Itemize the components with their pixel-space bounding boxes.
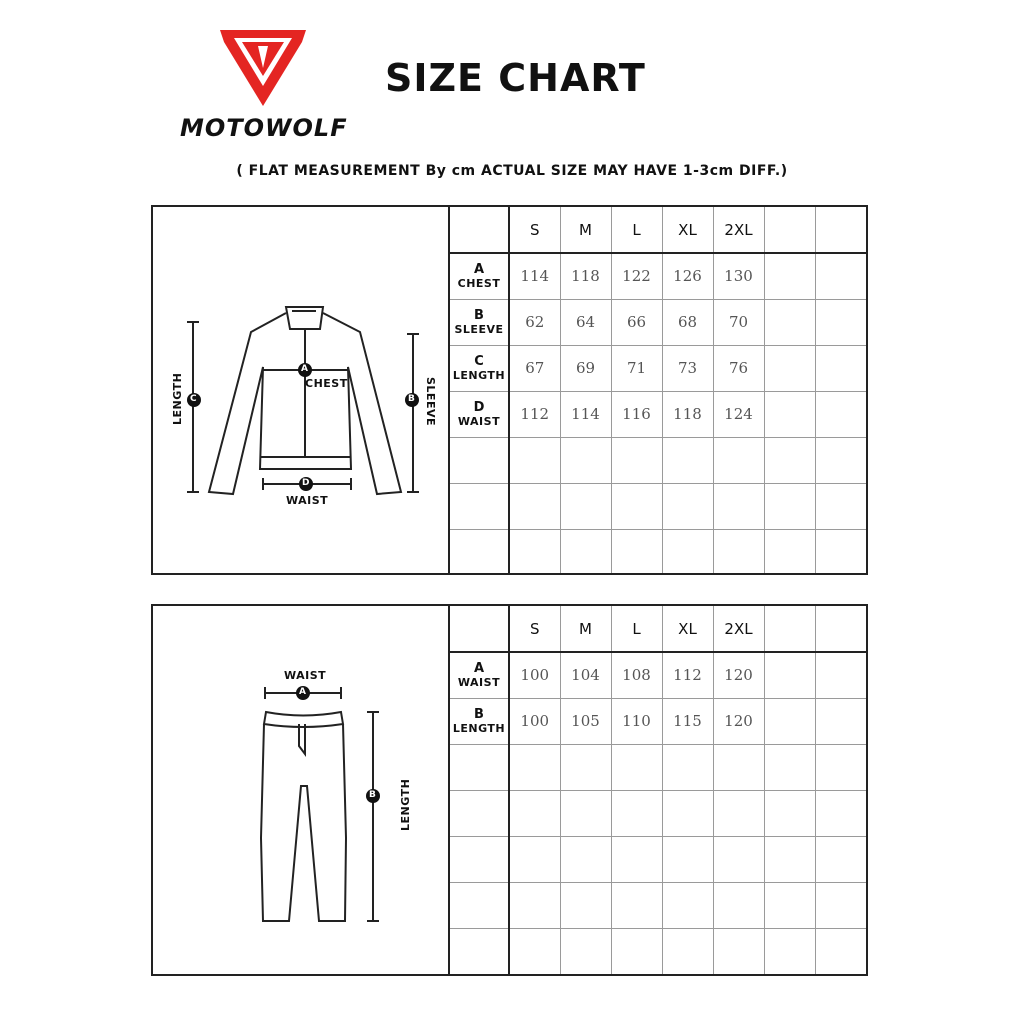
value-cell: 73 xyxy=(662,345,713,391)
jacket-size-table xyxy=(450,207,866,573)
value-cell xyxy=(509,836,560,882)
pants-marker-b: B xyxy=(369,790,377,800)
row-name: LENGTH xyxy=(452,368,506,382)
row-name: WAIST xyxy=(457,675,501,689)
value-cell: 115 xyxy=(662,698,713,744)
value-cell: 110 xyxy=(611,698,662,744)
value-cell xyxy=(560,790,611,836)
value-cell xyxy=(509,437,560,483)
table-corner-cell xyxy=(450,207,509,253)
value-cell xyxy=(713,836,764,882)
value-cell xyxy=(713,529,764,573)
row-label-cell xyxy=(450,836,509,882)
value-cell xyxy=(815,698,866,744)
jacket-marker-d: D xyxy=(302,478,310,488)
jacket-figure xyxy=(153,207,450,573)
row-key: B xyxy=(474,706,484,722)
row-key: C xyxy=(474,353,484,369)
size-header-cell xyxy=(764,207,815,253)
value-cell xyxy=(611,437,662,483)
size-header-cell xyxy=(764,606,815,652)
value-cell: 70 xyxy=(713,299,764,345)
brand-name: MOTOWOLF xyxy=(180,114,348,142)
table-row xyxy=(450,345,866,391)
row-label-cell xyxy=(450,437,509,483)
value-cell xyxy=(764,391,815,437)
row-label-cell xyxy=(450,391,509,437)
value-cell xyxy=(611,483,662,529)
value-cell: 69 xyxy=(560,345,611,391)
value-cell: 130 xyxy=(713,253,764,299)
row-name: LENGTH xyxy=(452,721,506,735)
jacket-length-label: LENGTH xyxy=(171,372,184,425)
table-row xyxy=(450,391,866,437)
table-row xyxy=(450,529,866,573)
row-key: D xyxy=(473,399,485,415)
table-row xyxy=(450,928,866,974)
value-cell xyxy=(764,744,815,790)
value-cell: 124 xyxy=(713,391,764,437)
row-name: SLEEVE xyxy=(454,322,504,336)
value-cell xyxy=(662,882,713,928)
value-cell xyxy=(764,698,815,744)
value-cell xyxy=(611,790,662,836)
value-cell xyxy=(815,744,866,790)
value-cell: 105 xyxy=(560,698,611,744)
row-label-cell xyxy=(450,790,509,836)
pants-size-table xyxy=(450,606,866,974)
value-cell xyxy=(662,836,713,882)
table-row xyxy=(450,882,866,928)
table-header-row xyxy=(450,606,866,652)
value-cell: 118 xyxy=(662,391,713,437)
value-cell: 112 xyxy=(509,391,560,437)
size-header-cell: XL xyxy=(662,606,713,652)
table-row xyxy=(450,437,866,483)
row-label-cell xyxy=(450,345,509,391)
value-cell xyxy=(764,437,815,483)
value-cell: 66 xyxy=(611,299,662,345)
value-cell xyxy=(713,882,764,928)
jacket-marker-a: A xyxy=(301,364,309,374)
table-corner-cell xyxy=(450,606,509,652)
table-row xyxy=(450,836,866,882)
value-cell xyxy=(815,529,866,573)
value-cell: 112 xyxy=(662,652,713,698)
row-label-cell xyxy=(450,744,509,790)
value-cell xyxy=(611,882,662,928)
value-cell xyxy=(560,437,611,483)
wolf-emblem-icon xyxy=(218,28,308,108)
size-header-cell xyxy=(815,207,866,253)
row-key: A xyxy=(473,660,485,676)
value-cell xyxy=(815,882,866,928)
value-cell xyxy=(764,652,815,698)
value-cell xyxy=(764,299,815,345)
table-row xyxy=(450,299,866,345)
value-cell xyxy=(509,928,560,974)
page-title: SIZE CHART xyxy=(385,56,646,100)
value-cell xyxy=(713,928,764,974)
value-cell xyxy=(560,882,611,928)
value-cell xyxy=(815,790,866,836)
row-label-cell xyxy=(450,698,509,744)
value-cell xyxy=(509,744,560,790)
table-row xyxy=(450,698,866,744)
row-name: CHEST xyxy=(457,276,501,290)
jacket-sleeve-label: SLEEVE xyxy=(424,377,437,426)
value-cell xyxy=(662,790,713,836)
size-header-cell: M xyxy=(560,606,611,652)
row-label-cell xyxy=(450,253,509,299)
value-cell: 100 xyxy=(509,698,560,744)
value-cell xyxy=(611,836,662,882)
size-header-cell: S xyxy=(509,606,560,652)
size-header-cell: XL xyxy=(662,207,713,253)
table-row xyxy=(450,253,866,299)
pants-marker-a: A xyxy=(299,687,307,697)
table-row xyxy=(450,790,866,836)
value-cell: 68 xyxy=(662,299,713,345)
value-cell xyxy=(662,928,713,974)
value-cell xyxy=(560,836,611,882)
value-cell: 100 xyxy=(509,652,560,698)
pants-length-label: LENGTH xyxy=(399,778,412,831)
value-cell xyxy=(815,652,866,698)
pants-figure xyxy=(153,606,450,974)
table-row xyxy=(450,744,866,790)
value-cell xyxy=(560,483,611,529)
page-subtitle: ( FLAT MEASUREMENT By cm ACTUAL SIZE MAY HAVE 1-3cm DIFF.) xyxy=(236,163,788,179)
value-cell xyxy=(713,790,764,836)
value-cell xyxy=(815,437,866,483)
value-cell xyxy=(764,790,815,836)
value-cell: 120 xyxy=(713,698,764,744)
value-cell: 76 xyxy=(713,345,764,391)
value-cell xyxy=(509,790,560,836)
value-cell xyxy=(611,529,662,573)
size-header-cell: 2XL xyxy=(713,207,764,253)
row-label-cell xyxy=(450,299,509,345)
row-label-cell xyxy=(450,652,509,698)
brand-logo xyxy=(178,28,358,148)
value-cell xyxy=(509,483,560,529)
value-cell: 67 xyxy=(509,345,560,391)
value-cell xyxy=(815,836,866,882)
value-cell xyxy=(611,744,662,790)
row-key: A xyxy=(473,261,485,277)
value-cell: 118 xyxy=(560,253,611,299)
table-row xyxy=(450,483,866,529)
value-cell xyxy=(764,836,815,882)
value-cell xyxy=(764,529,815,573)
row-name: WAIST xyxy=(457,414,501,428)
value-cell xyxy=(560,744,611,790)
value-cell xyxy=(713,744,764,790)
value-cell xyxy=(662,529,713,573)
value-cell xyxy=(815,345,866,391)
value-cell: 126 xyxy=(662,253,713,299)
value-cell xyxy=(815,299,866,345)
value-cell: 71 xyxy=(611,345,662,391)
size-header-cell: 2XL xyxy=(713,606,764,652)
pants-size-panel xyxy=(151,604,868,976)
value-cell xyxy=(611,928,662,974)
jacket-size-panel xyxy=(151,205,868,575)
jacket-marker-c: C xyxy=(190,394,198,404)
value-cell xyxy=(509,529,560,573)
value-cell xyxy=(815,253,866,299)
value-cell xyxy=(764,928,815,974)
value-cell xyxy=(815,391,866,437)
value-cell: 62 xyxy=(509,299,560,345)
row-key: B xyxy=(474,307,484,323)
value-cell: 122 xyxy=(611,253,662,299)
size-header-cell: L xyxy=(611,207,662,253)
value-cell: 104 xyxy=(560,652,611,698)
value-cell xyxy=(764,253,815,299)
size-header-cell: L xyxy=(611,606,662,652)
size-header-cell xyxy=(815,606,866,652)
value-cell xyxy=(560,529,611,573)
row-label-cell xyxy=(450,483,509,529)
row-label-cell xyxy=(450,928,509,974)
value-cell: 114 xyxy=(560,391,611,437)
row-label-cell xyxy=(450,882,509,928)
value-cell: 114 xyxy=(509,253,560,299)
value-cell xyxy=(713,437,764,483)
table-header-row xyxy=(450,207,866,253)
pants-waist-label: WAIST xyxy=(284,669,327,682)
value-cell: 108 xyxy=(611,652,662,698)
value-cell: 116 xyxy=(611,391,662,437)
value-cell xyxy=(764,345,815,391)
value-cell xyxy=(764,483,815,529)
value-cell xyxy=(764,882,815,928)
size-header-cell: M xyxy=(560,207,611,253)
jacket-outline-icon xyxy=(153,207,448,573)
row-label-cell xyxy=(450,529,509,573)
value-cell xyxy=(662,483,713,529)
value-cell: 120 xyxy=(713,652,764,698)
value-cell xyxy=(662,437,713,483)
value-cell xyxy=(713,483,764,529)
jacket-chest-label: CHEST xyxy=(305,377,348,390)
value-cell xyxy=(815,928,866,974)
jacket-marker-b: B xyxy=(408,394,416,404)
value-cell xyxy=(662,744,713,790)
size-header-cell: S xyxy=(509,207,560,253)
value-cell: 64 xyxy=(560,299,611,345)
table-row xyxy=(450,652,866,698)
value-cell xyxy=(560,928,611,974)
value-cell xyxy=(509,882,560,928)
value-cell xyxy=(815,483,866,529)
jacket-waist-label: WAIST xyxy=(286,494,329,507)
